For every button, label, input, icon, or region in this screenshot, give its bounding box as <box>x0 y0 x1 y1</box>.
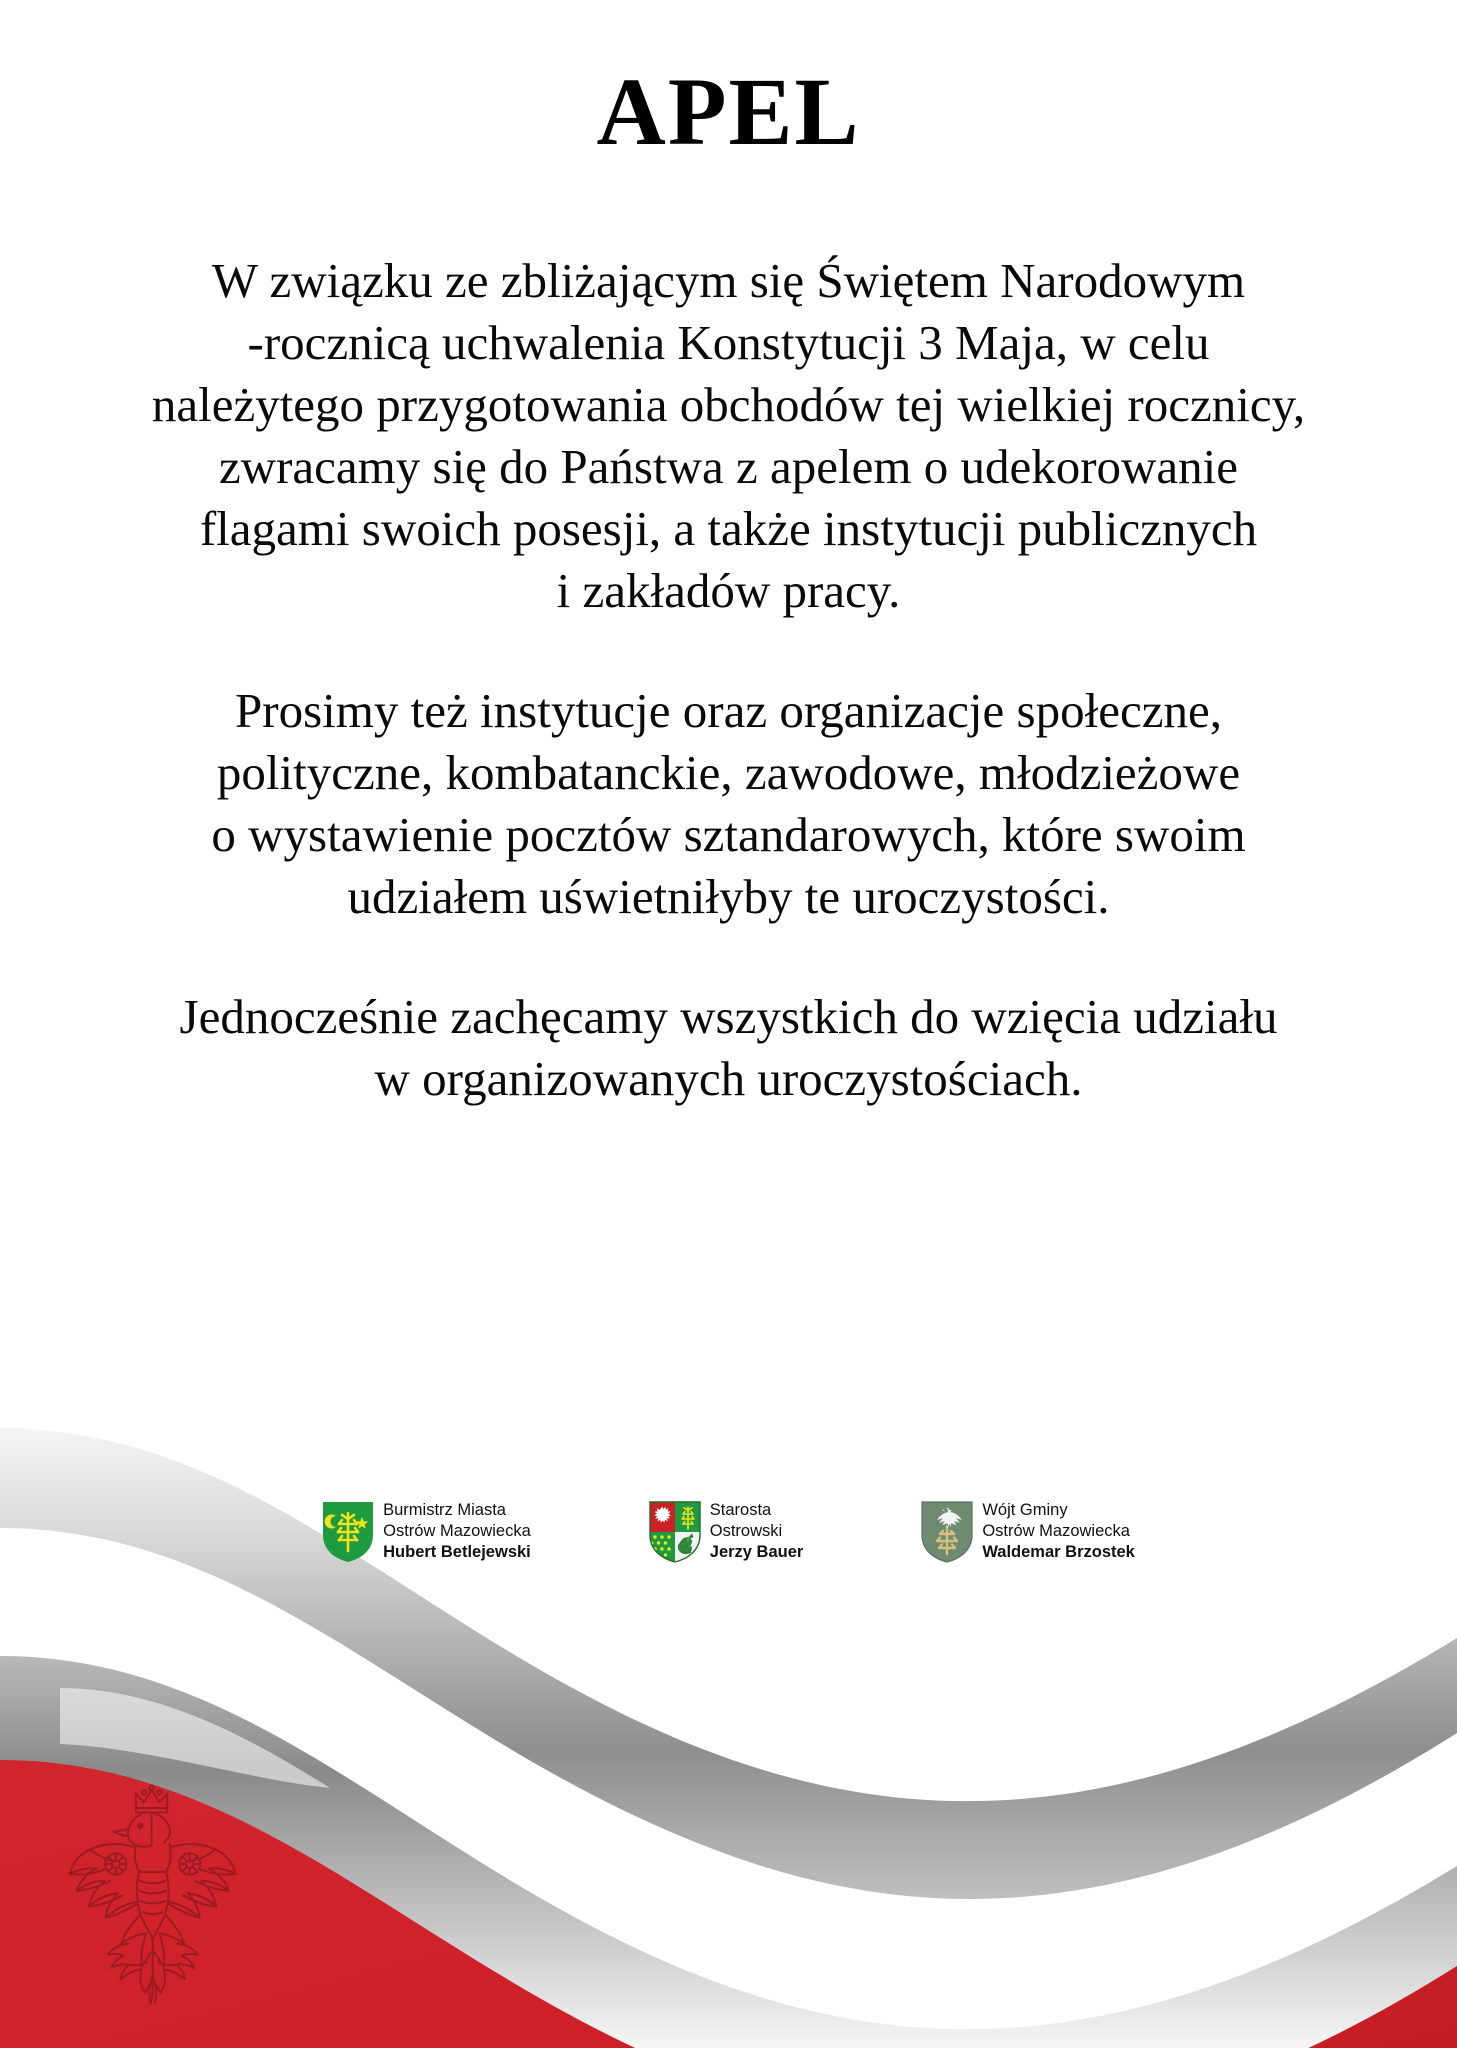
text-line: W związku ze zbliżającym się Świętem Narodowym <box>211 253 1246 308</box>
signature-role-line-1: Wójt Gminy <box>982 1501 1068 1519</box>
paragraph-3 <box>60 986 1397 1110</box>
page-title: APEL <box>596 58 861 165</box>
signature-name: Hubert Betlejewski <box>383 1543 531 1561</box>
signature-burmistrz-miasta <box>322 1500 531 1563</box>
signature-text <box>383 1500 531 1563</box>
signature-role-line-2: Ostrów Mazowiecka <box>982 1522 1130 1540</box>
signature-text <box>982 1500 1135 1563</box>
paragraph-2 <box>60 680 1397 928</box>
text-line: Jednocześnie zachęcamy wszystkich do wzięcia udziału <box>179 989 1278 1044</box>
text-line: flagami swoich posesji, a także instytucji publicznych <box>199 501 1258 556</box>
text-line: w organizowanych uroczystościach. <box>374 1051 1083 1106</box>
text-line: -rocznicą uchwalenia Konstytucji 3 Maja, w celu <box>247 315 1210 370</box>
powiat-ostrowski-crest-icon <box>649 1501 701 1563</box>
signature-role-line-1: Starosta <box>709 1501 772 1519</box>
text-line: o wystawienie pocztów sztandarowych, które swoim <box>211 807 1246 862</box>
ostrow-mazowiecka-city-crest-icon <box>322 1501 374 1563</box>
text-line: Prosimy też instytucje oraz organizacje społeczne, <box>235 683 1222 738</box>
paragraph-1 <box>60 250 1397 622</box>
gmina-ostrow-mazowiecka-crest-icon <box>921 1501 973 1563</box>
text-line: polityczne, kombatanckie, zawodowe, młodzieżowe <box>216 745 1241 800</box>
polish-flag-wave-graphic <box>0 1388 1457 2048</box>
signature-name: Jerzy Bauer <box>709 1543 804 1561</box>
signature-text <box>710 1500 804 1563</box>
appeal-body-text <box>60 250 1397 1110</box>
signature-role-line-2: Ostrów Mazowiecka <box>383 1522 531 1540</box>
text-line: zwracamy się do Państwa z apelem o udekorowanie <box>218 439 1239 494</box>
signature-name: Waldemar Brzostek <box>982 1543 1135 1561</box>
signature-role-line-1: Burmistrz Miasta <box>383 1501 506 1519</box>
signature-wojt-gminy <box>921 1500 1135 1563</box>
signature-block <box>0 1500 1457 1563</box>
text-line: udziałem uświetniłyby te uroczystości. <box>347 869 1110 924</box>
text-line: i zakładów pracy. <box>556 563 901 618</box>
text-line: należytego przygotowania obchodów tej wielkiej rocznicy, <box>151 377 1306 432</box>
signature-starosta-ostrowski <box>649 1500 804 1563</box>
signature-role-line-2: Ostrowski <box>709 1522 783 1540</box>
